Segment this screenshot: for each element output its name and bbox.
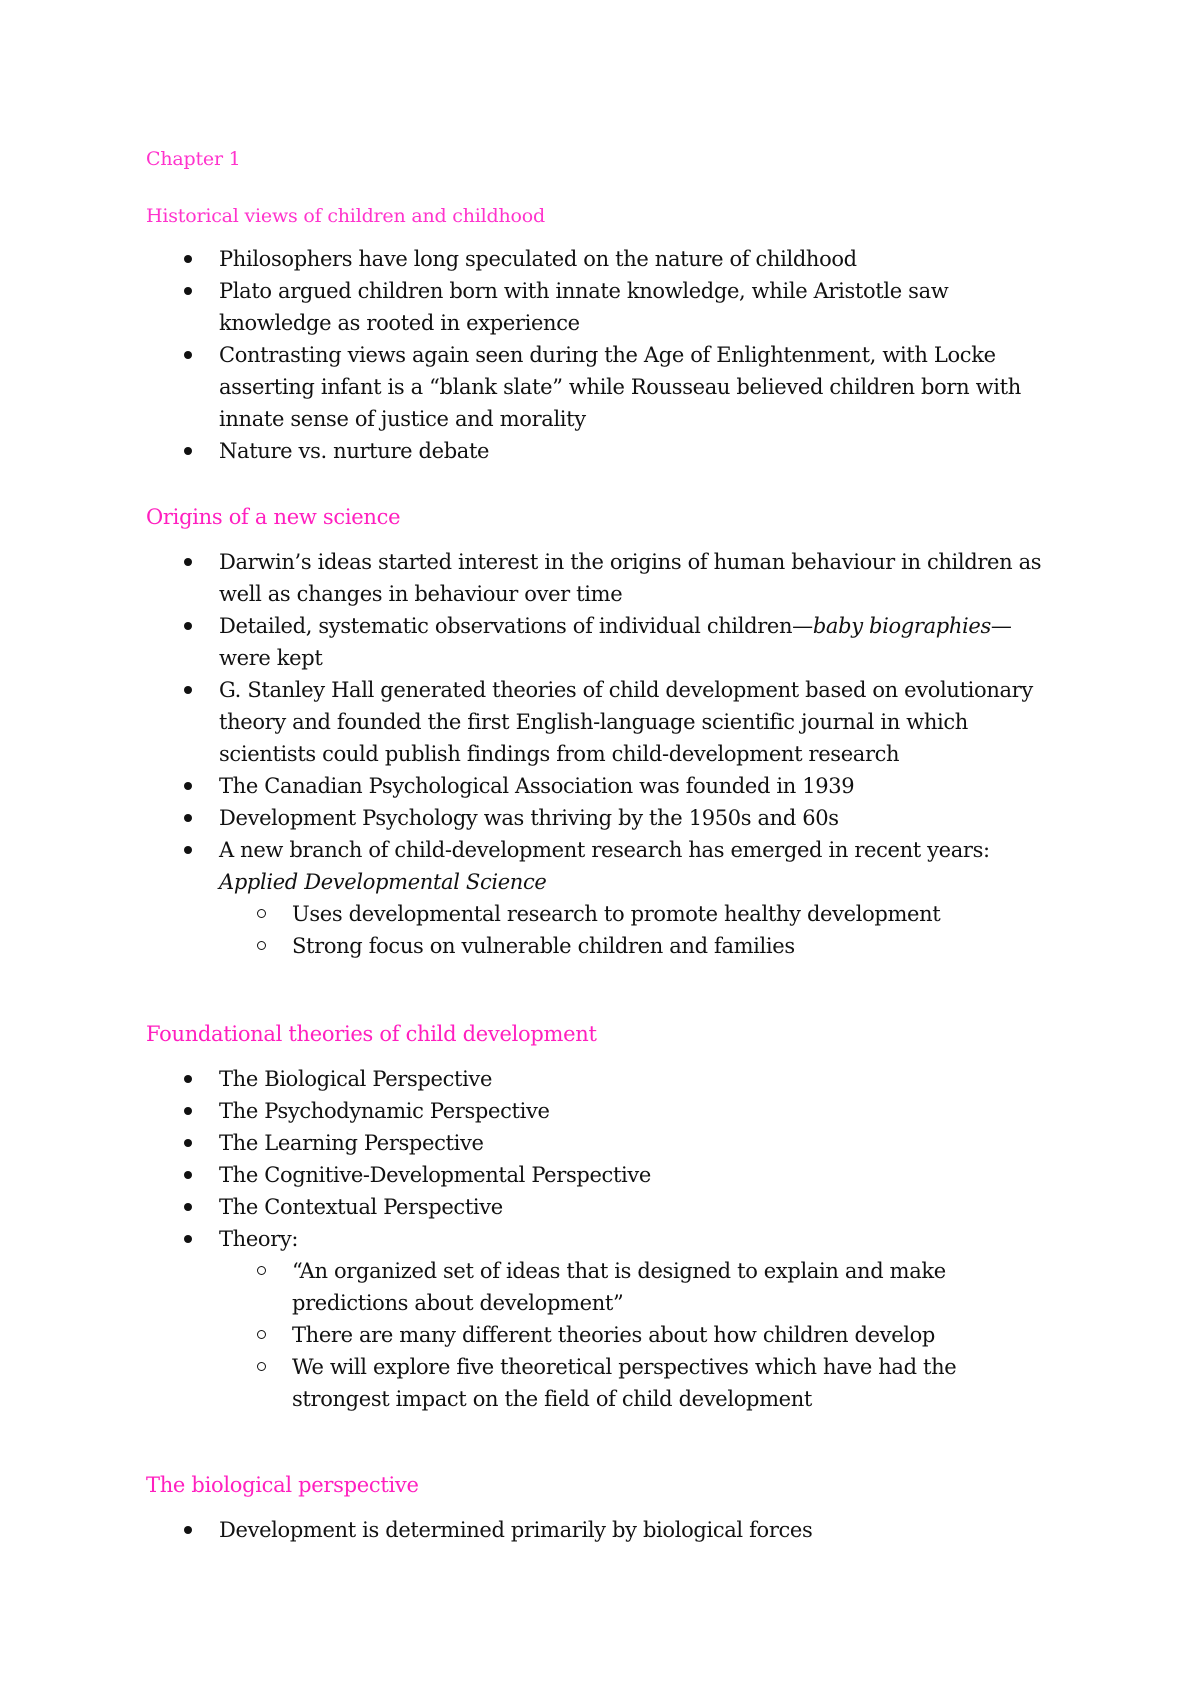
list-item: Darwin’s ideas started interest in the origins of human behaviour in children as well as changes in behaviour over time: [146, 546, 1066, 610]
section-foundational-theories-list: [146, 1063, 1066, 1415]
list-item: The Learning Perspective: [146, 1127, 1066, 1159]
bullet-icon: [184, 255, 192, 263]
bullet-icon: [184, 1107, 192, 1115]
chapter-title: Chapter 1: [146, 148, 241, 170]
list-item: The Cognitive-Developmental Perspective: [146, 1159, 1066, 1191]
bullet-icon: [184, 1171, 192, 1179]
list-item: Theory: “An organized set of ideas that is designed to explain and make predictions about development” There are many different theories about how children develop We will explore five theoretical perspectives which have had the strongest impact on the field of child development: [146, 1223, 1066, 1415]
bullet-icon: [184, 686, 192, 694]
bullet-icon: [184, 287, 192, 295]
section-origins-list: [146, 546, 1066, 962]
section-biological-perspective: [146, 1471, 1106, 1499]
bullet-icon: [184, 782, 192, 790]
bullet-icon: [184, 1203, 192, 1211]
section-historical-views-list: [146, 243, 1046, 467]
section-heading: Historical views of children and childhood: [146, 205, 545, 227]
circle-bullet-icon: [257, 1266, 266, 1275]
section-historical-views: [146, 203, 1106, 229]
sub-list-item: Strong focus on vulnerable children and families: [219, 930, 1066, 962]
circle-bullet-icon: [257, 1362, 266, 1371]
list-item: Plato argued children born with innate knowledge, while Aristotle saw knowledge as rooted in experience: [146, 275, 1039, 339]
list-item: Detailed, systematic observations of individual children—baby biographies—were kept: [146, 610, 1049, 674]
bullet-icon: [184, 558, 192, 566]
bullet-icon: [184, 622, 192, 630]
bullet-icon: [184, 1235, 192, 1243]
sub-list-item: We will explore five theoretical perspectives which have had the strongest impact on the field of child development: [219, 1351, 979, 1415]
circle-bullet-icon: [257, 941, 266, 950]
section-heading: Foundational theories of child development: [146, 1022, 597, 1046]
section-origins: [146, 503, 1106, 531]
sub-list-item: Uses developmental research to promote healthy development: [219, 898, 1066, 930]
bullet-icon: [184, 1075, 192, 1083]
list-item: The Contextual Perspective: [146, 1191, 1066, 1223]
list-item: The Biological Perspective: [146, 1063, 1066, 1095]
circle-bullet-icon: [257, 1330, 266, 1339]
list-item: Development is determined primarily by biological forces: [146, 1514, 1066, 1546]
section-heading: Origins of a new science: [146, 505, 401, 529]
bullet-icon: [184, 814, 192, 822]
list-item: Development Psychology was thriving by the 1950s and 60s: [146, 802, 1066, 834]
bullet-icon: [184, 846, 192, 854]
list-item: Contrasting views again seen during the Age of Enlightenment, with Locke asserting infant is a “blank slate” while Rousseau believed children born with innate sense of justice and morality: [146, 339, 1046, 435]
section-foundational-theories: [146, 1020, 1106, 1048]
bullet-icon: [184, 1139, 192, 1147]
list-item: The Canadian Psychological Association was founded in 1939: [146, 770, 1066, 802]
list-item: Nature vs. nurture debate: [146, 435, 1046, 467]
circle-bullet-icon: [257, 909, 266, 918]
chapter-title-block: [146, 146, 1106, 172]
list-item: G. Stanley Hall generated theories of child development based on evolutionary theory and founded the first English-language scientific journal in which scientists could publish findings from child-development research: [146, 674, 1066, 770]
sub-list-item: There are many different theories about how children develop: [219, 1319, 979, 1351]
bullet-icon: [184, 447, 192, 455]
sub-list-item: “An organized set of ideas that is designed to explain and make predictions about development”: [219, 1255, 979, 1319]
bullet-icon: [184, 351, 192, 359]
list-item: Philosophers have long speculated on the nature of childhood: [146, 243, 1046, 275]
section-biological-perspective-list: [146, 1514, 1066, 1546]
sub-list: [146, 1255, 979, 1415]
section-heading: The biological perspective: [146, 1473, 419, 1497]
bullet-icon: [184, 1526, 192, 1534]
list-item: A new branch of child-development research has emerged in recent years: Applied Developmental Science Uses developmental research to promote healthy development Strong focus on vulnerable children and families: [146, 834, 1066, 962]
list-item: The Psychodynamic Perspective: [146, 1095, 1066, 1127]
sub-list: [146, 898, 1066, 962]
